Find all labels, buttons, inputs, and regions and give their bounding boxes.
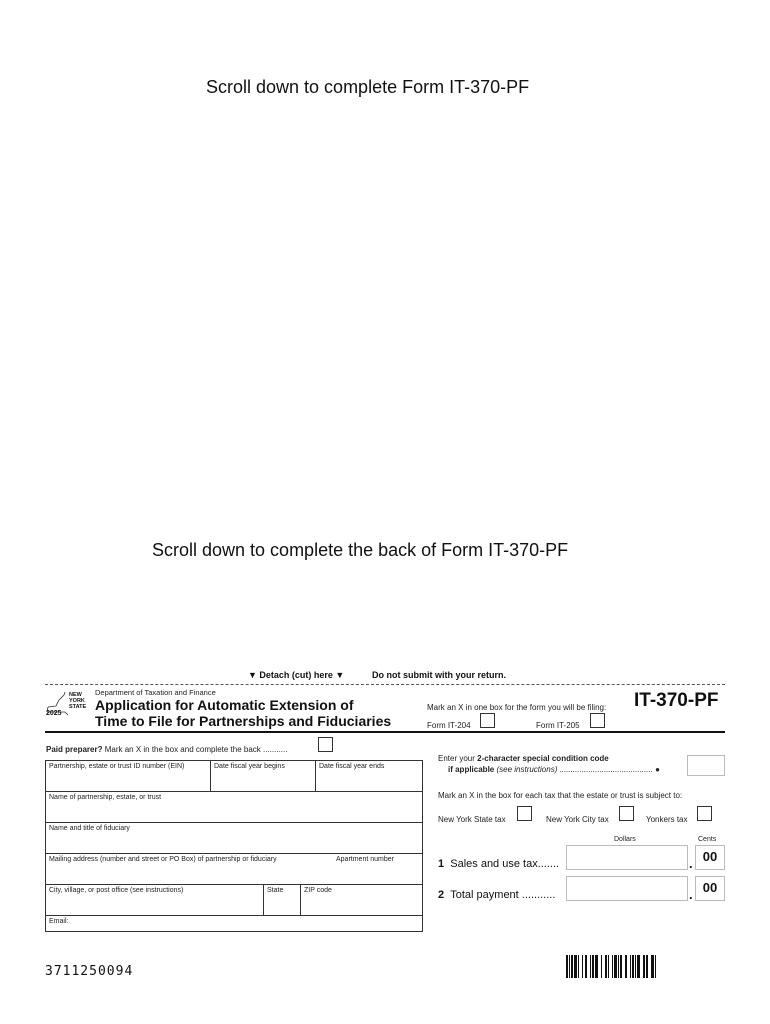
ein-field[interactable]: Partnership, estate or trust ID number (EIN) [45, 760, 211, 792]
paid-preparer-label: Paid preparer? Mark an X in the box and complete the back ........... [46, 745, 288, 754]
yonkers-tax-label: Yonkers tax [646, 815, 688, 824]
mailing-address-field[interactable]: Mailing address (number and street or PO Box) of partnership or fiduciary Apartment number [45, 853, 423, 885]
nys-tax-checkbox[interactable] [517, 806, 532, 821]
sales-use-tax-dollars-input[interactable] [566, 845, 688, 870]
form-choice-instruction: Mark an X in one box for the form you will be filing: [427, 703, 607, 712]
nys-logo [45, 690, 93, 720]
fiscal-year-ends-field[interactable]: Date fiscal year ends [315, 760, 423, 792]
sales-use-tax-cents-input[interactable]: 00 [695, 845, 725, 870]
total-payment-dollars-input[interactable] [566, 876, 688, 901]
special-condition-line2: if applicable (see instructions) .......................................... ● [448, 765, 660, 774]
form-it204-checkbox[interactable] [480, 713, 495, 728]
decimal-point: . [689, 856, 693, 871]
tax-subject-instruction: Mark an X in the box for each tax that the estate or trust is subject to: [438, 791, 683, 800]
fiduciary-name-field[interactable]: Name and title of fiduciary [45, 822, 423, 854]
city-field[interactable]: City, village, or post office (see instructions) [45, 884, 264, 916]
scroll-banner-back: Scroll down to complete the back of Form IT-370-PF [152, 540, 569, 560]
logo-text: NEW YORK STATE [69, 692, 87, 710]
cents-header: Cents [698, 836, 717, 843]
form-code: 3711250094 [45, 964, 134, 979]
zip-code-field[interactable]: ZIP code [300, 884, 423, 916]
do-not-submit-label: Do not submit with your return. [372, 670, 506, 680]
nyc-tax-checkbox[interactable] [619, 806, 634, 821]
nyc-tax-label: New York City tax [546, 815, 609, 824]
dollars-header: Dollars [614, 836, 636, 843]
cut-line [45, 684, 725, 685]
form-it205-checkbox[interactable] [590, 713, 605, 728]
line-2-label: 2 Total payment ........... [438, 889, 556, 901]
total-payment-cents-input[interactable]: 00 [695, 876, 725, 901]
form-title-line2: Time to File for Partnerships and Fiduciaries [95, 713, 392, 729]
special-condition-line1: Enter your 2-character special condition code [438, 754, 609, 763]
form-title-line1: Application for Automatic Extension of [95, 697, 354, 713]
detach-label: ▼ Detach (cut) here ▼ [248, 670, 345, 680]
paid-preparer-checkbox[interactable] [318, 737, 333, 752]
yonkers-tax-checkbox[interactable] [697, 806, 712, 821]
barcode [566, 955, 657, 978]
email-field[interactable]: Email: [45, 915, 423, 932]
special-condition-code-input[interactable] [687, 755, 725, 776]
state-field[interactable]: State [263, 884, 301, 916]
entity-name-field[interactable]: Name of partnership, estate, or trust [45, 791, 423, 823]
scroll-banner-front: Scroll down to complete Form IT-370-PF [206, 77, 530, 97]
header-rule [45, 731, 725, 733]
apartment-number-label: Apartment number [336, 856, 394, 863]
form-it204-label: Form IT-204 [427, 721, 471, 730]
form-it205-label: Form IT-205 [536, 721, 580, 730]
department-name: Department of Taxation and Finance [95, 688, 216, 697]
decimal-point: . [689, 887, 693, 902]
nys-tax-label: New York State tax [438, 815, 506, 824]
fiscal-year-begins-field[interactable]: Date fiscal year begins [210, 760, 316, 792]
form-number: IT-370-PF [634, 690, 719, 711]
line-1-label: 1 Sales and use tax....... [438, 858, 560, 870]
form-year: 2025 [46, 710, 62, 717]
